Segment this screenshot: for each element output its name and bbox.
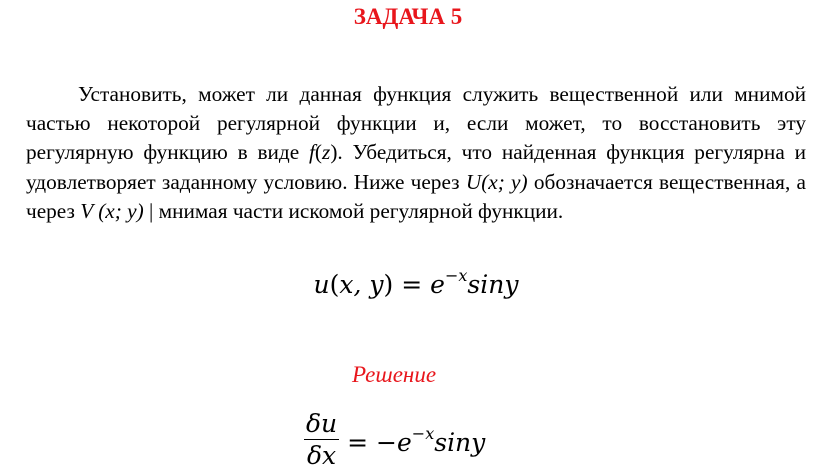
eq1-close-paren: ) bbox=[383, 270, 394, 299]
eq1-u: u bbox=[313, 270, 330, 299]
statement-text-2: . Убедиться, что найденная функция регулярна и удовлетворяет заданному условию. Ниже через bbox=[26, 140, 806, 194]
partial-fraction bbox=[304, 409, 339, 472]
statement-text-1: Установить, может ли данная функция служить вещественной или мнимой частью некоторой регулярной функции и, если может, то восстановить эту регулярную функцию в виде bbox=[26, 82, 806, 165]
fz-close: ) bbox=[330, 140, 338, 165]
fraction-denominator: δx bbox=[307, 440, 337, 470]
u-args: (x; y) bbox=[481, 169, 528, 194]
eq1-e: e bbox=[430, 270, 445, 299]
problem-title: ЗАДАЧА 5 bbox=[353, 4, 463, 29]
eq1-equals: = bbox=[393, 270, 431, 299]
fz-open: ( bbox=[314, 140, 323, 165]
eq1-exponent: −x bbox=[444, 266, 468, 285]
fraction-numerator: δu bbox=[306, 408, 338, 438]
z-symbol: z bbox=[322, 140, 331, 165]
given-function-equation bbox=[0, 266, 832, 299]
solution-heading: Решение bbox=[351, 362, 437, 387]
eq2-exponent: −x bbox=[411, 423, 435, 443]
v-symbol: V bbox=[80, 198, 93, 223]
v-args: (x; y) bbox=[92, 198, 144, 223]
partial-derivative-equation bbox=[304, 405, 485, 475]
eq2-e: e bbox=[397, 427, 412, 457]
statement-text-3: обозначается вещественная, а через bbox=[26, 169, 806, 223]
eq2-rhs bbox=[347, 424, 485, 457]
eq2-equals: = − bbox=[347, 427, 397, 457]
f-symbol: f bbox=[309, 140, 315, 165]
eq1-tail: siny bbox=[467, 270, 519, 299]
problem-statement bbox=[26, 80, 806, 226]
eq1-open-paren: ( bbox=[329, 270, 340, 299]
u-symbol: U bbox=[465, 169, 482, 194]
statement-text-4: | мнимая части искомой регулярной функции. bbox=[143, 198, 564, 223]
eq2-tail: siny bbox=[434, 427, 486, 457]
eq1-args: x, y bbox=[339, 270, 384, 299]
